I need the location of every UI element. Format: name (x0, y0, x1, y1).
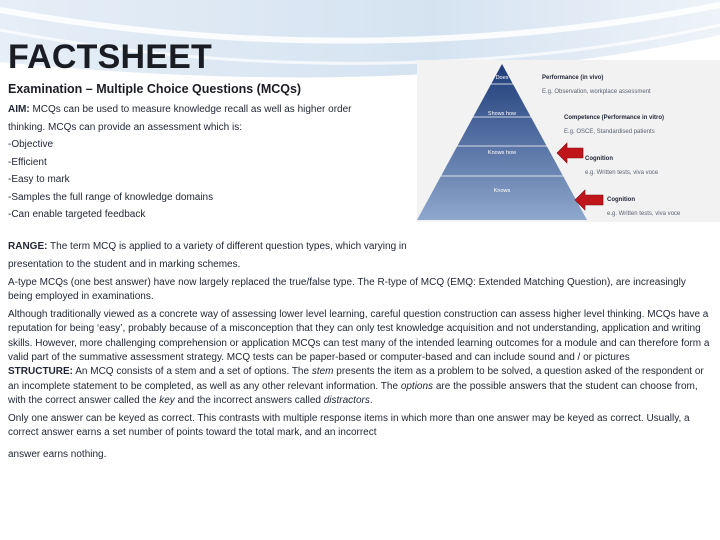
pyramid-level-knows: Knows (493, 188, 511, 194)
structure-text-1: An MCQ consists of a stem and a set of options. The (73, 366, 312, 378)
structure-term-distractors: distractors (323, 395, 370, 407)
arrow-left-icon (557, 143, 583, 163)
structure-text-2: presents the item as a problem to be solved, a question asked of the respondent or an incomplete statement to be completed, as well as any other relevant information. The (8, 366, 704, 392)
competence-title: Competence (Performance in vitro) (564, 115, 665, 121)
cognition-title-knows: Cognition (607, 197, 635, 203)
atype-paragraph: A-type MCQs (one best answer) have now largely replaced the true/false type. The R-type of MCQ (EMQ: Extended Matching Question), are increasingly being employed in examinations. (8, 277, 686, 303)
aim-bullet-easy-to-mark: -Easy to mark (8, 174, 70, 185)
aim-label: AIM: (8, 104, 30, 115)
aim-section (8, 101, 388, 224)
pyramid-level-shows-how: Shows how (487, 111, 517, 117)
competence-subtitle: E.g. OSCE, Standardised patients (564, 129, 655, 135)
structure-term-stem: stem (311, 366, 334, 378)
structure-paragraph (8, 365, 712, 408)
only-one-answer-paragraph: Only one answer can be keyed as correct. This contrasts with multiple response items in which more than one answer may be keyed as correct. Usually, a correct answer earns a set number of points toward the total mark, and an incorrect (8, 412, 690, 439)
structure-term-options: options (400, 380, 434, 392)
page-title: FACTSHEET (8, 38, 212, 76)
pyramid-level-knows-how: Knows how (487, 150, 517, 156)
range-text: The term MCQ is applied to a variety of different question types, which varying in presentation to the student and in marking schemes. (8, 241, 407, 270)
structure-text-5: . (369, 395, 373, 407)
cognition-title-knows-how: Cognition (585, 156, 613, 162)
aim-bullet-objective: -Objective (8, 139, 54, 150)
cognition-subtitle-knows-how: e.g. Written tests, viva voce (585, 170, 659, 176)
aim-bullet-targeted-feedback: -Can enable targeted feedback (8, 209, 146, 220)
aim-bullet-efficient: -Efficient (8, 156, 47, 168)
performance-subtitle: E.g. Observation, workplace assessment (542, 89, 651, 95)
pyramid-level-does: Does (495, 75, 509, 81)
answer-earns-nothing-paragraph: answer earns nothing. (8, 449, 107, 461)
although-paragraph: Although traditionally viewed as a concrete way of assessing lower level learning, careful question construction can assess higher level thinking. MCQs have a reputation for being ‘easy’, probably because of a misconception that they can only test knowledge acquisition and not understanding, application and writing skills. However, more challenging comprehension or application MCQs can test many of the intended learning outcomes for a module and can therefore form a valid part of the summative assessment strategy. MCQ tests can be paper-based or computer-based and can include sound and / or pictures (8, 308, 710, 364)
range-label: RANGE: (8, 241, 48, 252)
page-subtitle: Examination – Multiple Choice Questions (MCQs) (8, 82, 302, 96)
aim-bullet-samples-range: -Samples the full range of knowledge domains (8, 191, 214, 203)
main-body (8, 238, 712, 463)
aim-text: MCQs can be used to measure knowledge recall as well as higher order thinking. MCQs can provide an assessment which is: (8, 104, 352, 133)
pyramid-triangle (417, 64, 587, 220)
aim-paragraph (8, 101, 388, 136)
structure-term-key: key (159, 395, 175, 407)
range-paragraph (8, 238, 408, 273)
millers-pyramid-figure (417, 60, 720, 222)
structure-label: STRUCTURE: (8, 366, 73, 378)
structure-text-3: are the possible answers that the student can choose from, with the correct answer called the (8, 380, 698, 407)
structure-text-4: and the incorrect answers called (174, 395, 324, 407)
performance-title: Performance (in vivo) (542, 75, 604, 81)
cognition-subtitle-knows: e.g. Written tests, viva voce (607, 211, 681, 217)
